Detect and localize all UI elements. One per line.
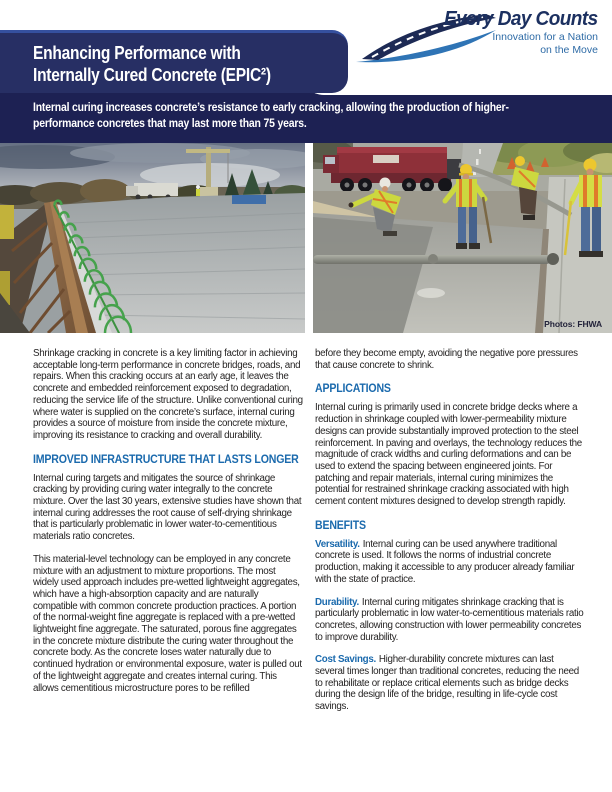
photo-credit: Photos: FHWA: [544, 319, 602, 329]
benefit-durability: [315, 597, 585, 644]
section-heading-benefits: BENEFITS: [315, 519, 366, 532]
left-column: [33, 348, 303, 724]
edc-tagline-line2: on the Move: [540, 43, 598, 56]
benefit-durability-text: Internal curing mitigates shrinkage cracking that is particularly problematic in low water-to-cementitious materials ratio concretes, allowing construction with lower permeability concretes to improve durability.: [315, 596, 584, 643]
subtitle: [33, 100, 509, 131]
benefit-versatility-lead: Versatility.: [315, 538, 360, 550]
photo-bridge-deck-illustration: [0, 143, 305, 333]
benefit-versatility: [315, 539, 585, 586]
section-heading-improved-infrastructure: IMPROVED INFRASTRUCTURE THAT LASTS LONGER: [33, 453, 299, 466]
benefit-durability-lead: Durability.: [315, 596, 359, 608]
continued-paragraph: before they become empty, avoiding the negative pore pressures that cause concrete to shrink.: [315, 348, 578, 371]
title-box: [0, 30, 348, 93]
title-line1: Enhancing Performance with: [33, 42, 241, 63]
body-content: [33, 348, 585, 724]
benefit-cost-savings-lead: Cost Savings.: [315, 654, 376, 666]
section-heading-applications: APPLICATIONS: [315, 383, 391, 396]
benefit-cost-savings-text: Higher-durability concrete mixtures can last several times longer than traditional concretes, reducing the need to rehabilitate or replace critical elements such as bridge decks during the design life of the bridge, resulting in life-cycle cost savings.: [315, 654, 579, 713]
edc-logo-name: Every Day Counts: [444, 8, 598, 30]
benefit-versatility-text: Internal curing can be used anywhere traditional concrete is used. It follows the norms of industrial concrete production, making it accessible to any producer already familiar with the state of practice.: [315, 538, 575, 585]
improved-infrastructure-paragraph-2: This material-level technology can be employed in any concrete mixture with an adjustment to mixture proportions. The most widely used approach includes pre-wetted lightweight aggregates, which have a high-absorption capacity and are naturally compatible with common concrete production practices. A portion of the normal-weight fine aggregate is replaced with a pre-wetted lightweight fine aggregate. The saturated, porous fine aggregates in the concrete mixture distribute the curing water throughout the concrete body. As the concrete loses water naturally due to continued hydration or environmental exposure, water is pulled out of the lightweight aggregate and creates internal curing. This allows cementitious microstructure pores to be refilled: [33, 553, 302, 694]
applications-paragraph: Internal curing is primarily used in concrete bridge decks where a reduction in shrinkage coupled with lower-permeability mixture designs can provide substantially improved protection to the steel reinforcement. In paving and overlays, the technology reduces the magnitude of crack widths and curling deformations and can be used to extend the spacing between engineered joints. For patching and repair materials, internal curing minimizes the potential for restrained shrinkage cracking associated with high cement content mixtures designed to develop strength rapidly.: [315, 402, 582, 508]
photo-bridge-deck: [0, 143, 305, 333]
right-column: [315, 348, 585, 724]
photo-row: [0, 143, 612, 333]
subtitle-line2: performance concretes that may last more than 75 years.: [33, 115, 307, 130]
intro-paragraph: Shrinkage cracking in concrete is a key limiting factor in achieving acceptable long-term performance in concrete bridges, roads, and repairs. When this cracking occurs at an early age, it leaves the concrete and embedded reinforcement exposed to degradation, reducing the service life of the structure. Unlike conventional curing where water is supplied on the concrete’s surface, internal curing provides a source of moisture from inside the concrete mixture, improving its resistance to cracking and overall durability.: [33, 348, 303, 441]
subtitle-line1: Internal curing increases concrete’s resistance to early cracking, allowing the production of higher-: [33, 100, 509, 114]
title-line2: Internally Cured Concrete (EPIC²): [33, 64, 271, 85]
photo-concrete-paving: [313, 143, 612, 333]
improved-infrastructure-paragraph-1: Internal curing targets and mitigates the source of shrinkage cracking by providing curing water integrally to the concrete mixture. Over the last 30 years, extensive studies have shown that internal curing addresses the root cause of self-drying shrinkage that is particularly problematic in lower water-to-cementitious materials ratio concretes.: [33, 472, 302, 543]
benefit-cost-savings: [315, 654, 585, 713]
page-title: [33, 42, 271, 86]
edc-tagline-line1: Innovation for a Nation: [492, 31, 598, 43]
photo-concrete-paving-illustration: [313, 143, 612, 333]
edc-logo-text: [436, 8, 598, 56]
